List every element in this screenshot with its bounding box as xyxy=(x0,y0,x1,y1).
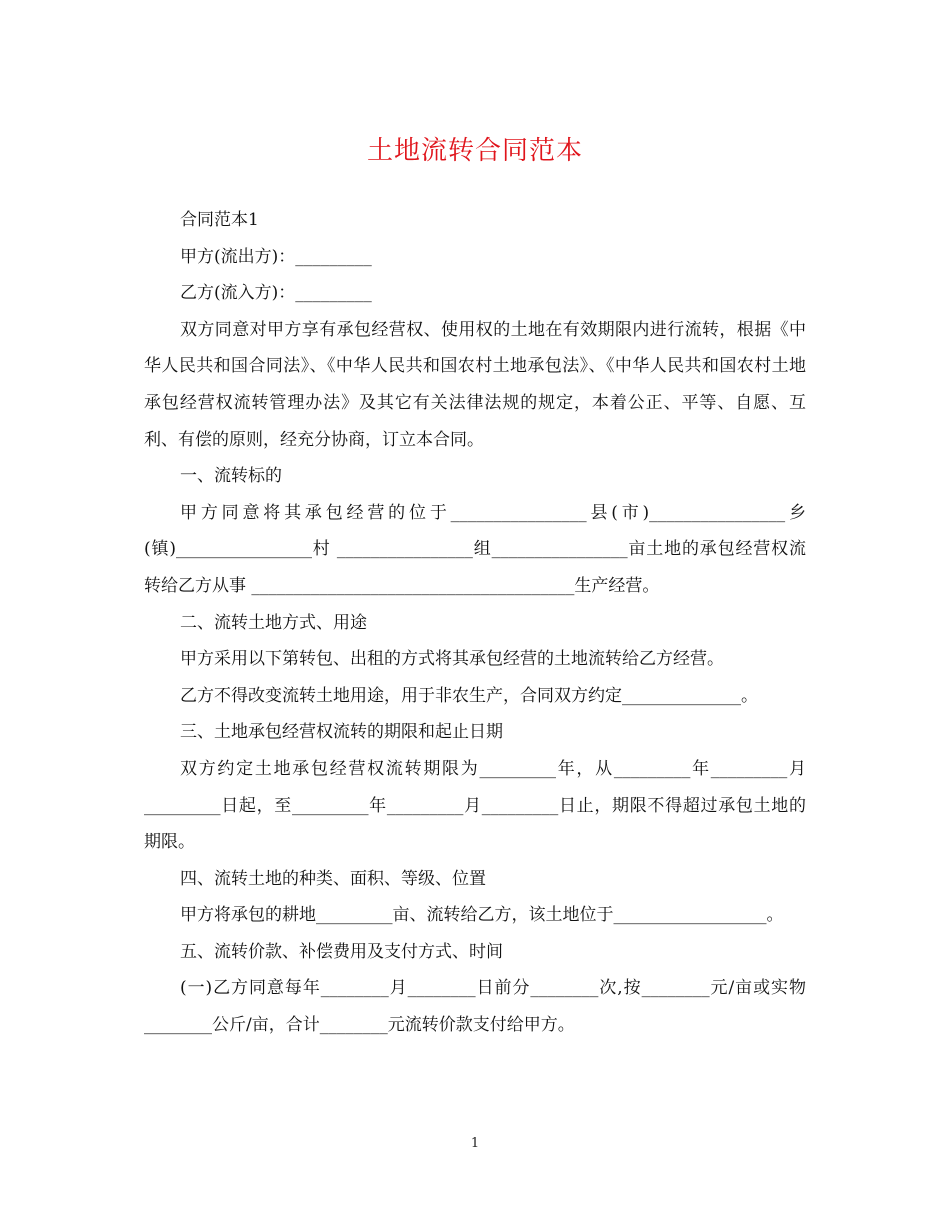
paragraph: 甲方将承包的耕地_________亩、流转给乙方，该土地位于__________________。 xyxy=(180,905,784,926)
paragraph: (一)乙方同意每年________月________日前分________次,按________元/亩或实物________公斤/亩，合计________元流转价款支付给甲方。 xyxy=(144,978,806,1036)
section-heading: 四、流转土地的种类、面积、等级、位置 xyxy=(180,868,486,889)
paragraph: 双方约定土地承包经营权流转期限为_________年，从_________年_________月_________日起，至_________年_________月_________日止，期限不得超过承包土地的期限。 xyxy=(144,758,806,853)
section-heading: 二、流转土地方式、用途 xyxy=(180,612,367,633)
document-body xyxy=(144,202,806,1044)
section-heading: 三、土地承包经营权流转的期限和起止日期 xyxy=(180,722,503,743)
paragraph: 合同范本1 xyxy=(180,210,259,230)
paragraph: 甲方同意将其承包经营的位于________________县(市)________________乡(镇)________________村 ________________组________________亩土地的承包经营权流转给乙方从事 ______________________________________生产经营。 xyxy=(144,502,806,596)
paragraph: 甲方(流出方)：_________ xyxy=(180,246,372,267)
paragraph: 乙方不得改变流转土地用途，用于非农生产，合同双方约定______________。 xyxy=(180,685,758,706)
document-title: 土地流转合同范本 xyxy=(366,136,583,166)
paragraph: 乙方(流入方)：_________ xyxy=(180,283,372,304)
paragraph: 甲方采用以下第转包、出租的方式将其承包经营的土地流转给乙方经营。 xyxy=(180,649,724,670)
page-number: 1 xyxy=(470,1136,480,1151)
section-heading: 五、流转价款、补偿费用及支付方式、时间 xyxy=(180,941,503,962)
paragraph: 双方同意对甲方享有承包经营权、使用权的土地在有效期限内进行流转，根据《中华人民共和国合同法》、《中华人民共和国农村土地承包法》、《中华人民共和国农村土地承包经营权流转管理办法》及其它有关法律法规的规定，本着公正、平等、自愿、互利、有偿的原则，经充分协商，订立本合同。 xyxy=(144,319,806,450)
section-heading: 一、流转标的 xyxy=(180,466,282,487)
